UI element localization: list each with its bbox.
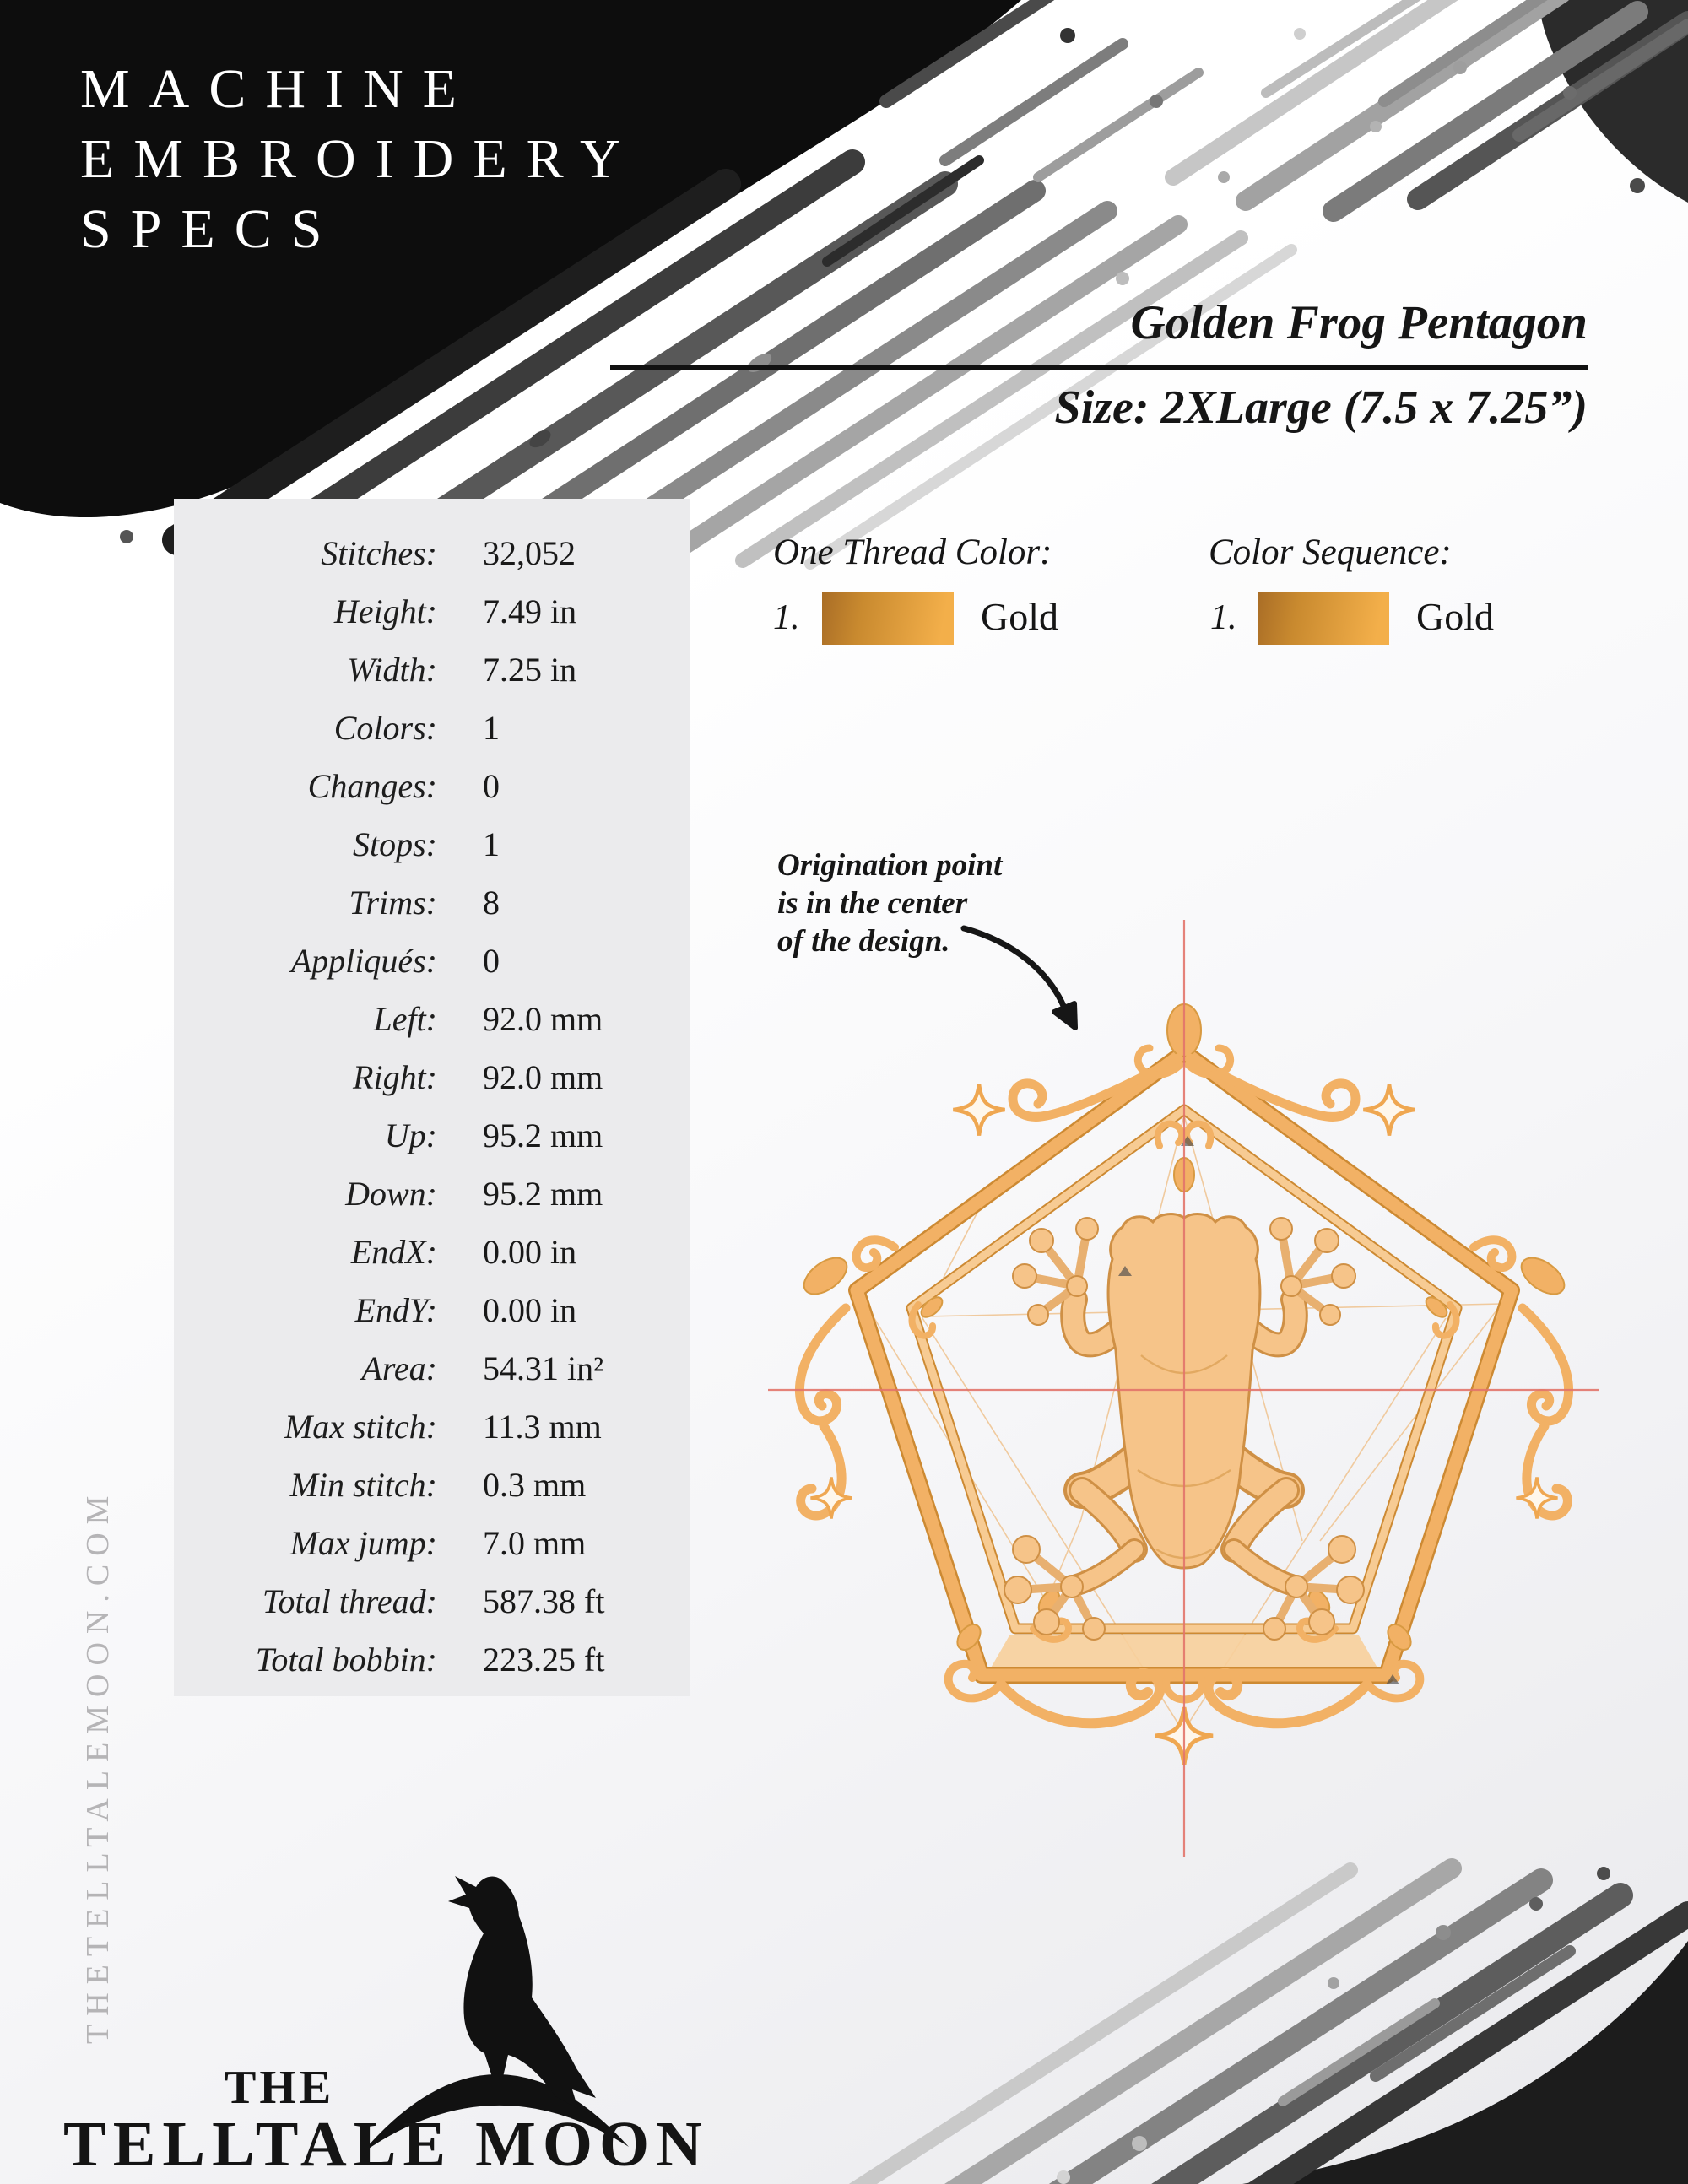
spec-label: Stops: <box>353 825 437 863</box>
spec-label: Max stitch: <box>284 1408 437 1446</box>
page-title-line: MACHINE <box>80 58 476 120</box>
spec-value: 32,052 <box>483 534 576 572</box>
page-title-line: SPECS <box>80 198 342 260</box>
thread-color-name: Gold <box>981 595 1058 638</box>
spec-label: Width: <box>347 651 437 689</box>
spec-value: 11.3 mm <box>483 1408 602 1446</box>
spec-label: Max jump: <box>289 1524 437 1562</box>
spec-label: Down: <box>345 1175 437 1213</box>
brand-name: TELLTALE MOON <box>63 2109 709 2180</box>
gold-swatch <box>822 592 954 645</box>
spec-label: Colors: <box>333 709 437 747</box>
spec-value: 92.0 mm <box>483 1000 603 1038</box>
spec-label: EndY: <box>354 1291 437 1329</box>
crow-icon <box>448 1876 596 2109</box>
color-sequence-heading: Color Sequence: <box>1209 532 1452 572</box>
spec-label: Right: <box>353 1058 437 1096</box>
design-title: Golden Frog Pentagon <box>1130 296 1588 349</box>
spec-label: Height: <box>333 592 437 630</box>
page-title-line: EMBROIDERY <box>80 128 640 190</box>
spec-label: Total thread: <box>262 1582 437 1620</box>
sequence-color-name: Gold <box>1416 595 1494 638</box>
embroidery-design <box>760 895 1604 1882</box>
sequence-index: 1. <box>1210 598 1237 637</box>
spec-label: Appliqués: <box>290 942 437 980</box>
brand-word-the: THE <box>225 2062 335 2114</box>
spec-label: Stitches: <box>321 534 437 572</box>
spec-table <box>174 499 690 1689</box>
spec-label: Left: <box>373 1000 437 1038</box>
spec-value: 223.25 ft <box>483 1641 605 1679</box>
origination-note-line: of the design. <box>777 924 950 959</box>
spec-label: Area: <box>361 1349 437 1387</box>
spec-label: EndX: <box>350 1233 437 1271</box>
spec-value: 7.0 mm <box>483 1524 587 1562</box>
page-title <box>80 54 640 264</box>
origination-note-line: is in the center <box>777 886 968 921</box>
spec-value: 7.25 in <box>483 651 577 689</box>
spec-value: 587.38 ft <box>483 1582 605 1620</box>
spec-value: 0.00 in <box>483 1233 577 1271</box>
website-vertical-text: THETELLTALEMOON.COM <box>80 1487 116 2044</box>
spec-value: 0.00 in <box>483 1291 577 1329</box>
brush-art-top-right <box>1165 0 1688 338</box>
spec-label: Trims: <box>349 884 437 922</box>
origination-note-line: Origination point <box>777 848 1003 883</box>
spec-value: 0.3 mm <box>483 1466 587 1504</box>
spec-label: Up: <box>384 1116 437 1154</box>
one-thread-color-heading: One Thread Color: <box>773 532 1052 572</box>
spec-value: 8 <box>483 884 500 922</box>
spec-value: 0 <box>483 942 500 980</box>
spec-value: 54.31 in² <box>483 1349 604 1387</box>
spec-value: 92.0 mm <box>483 1058 603 1096</box>
header-divider <box>610 365 1588 370</box>
thread-index: 1. <box>773 598 800 637</box>
spec-label: Min stitch: <box>289 1466 437 1504</box>
spec-value: 7.49 in <box>483 592 577 630</box>
spec-value: 1 <box>483 825 500 863</box>
spec-value: 95.2 mm <box>483 1175 603 1213</box>
spec-value: 1 <box>483 709 500 747</box>
spec-value: 0 <box>483 767 500 805</box>
sequence-gold-swatch <box>1258 592 1389 645</box>
spec-label: Total bobbin: <box>255 1641 437 1679</box>
spec-value: 95.2 mm <box>483 1116 603 1154</box>
spec-label: Changes: <box>307 767 437 805</box>
design-size: Size: 2XLarge (7.5 x 7.25”) <box>1054 381 1588 434</box>
spec-panel <box>174 499 690 1696</box>
